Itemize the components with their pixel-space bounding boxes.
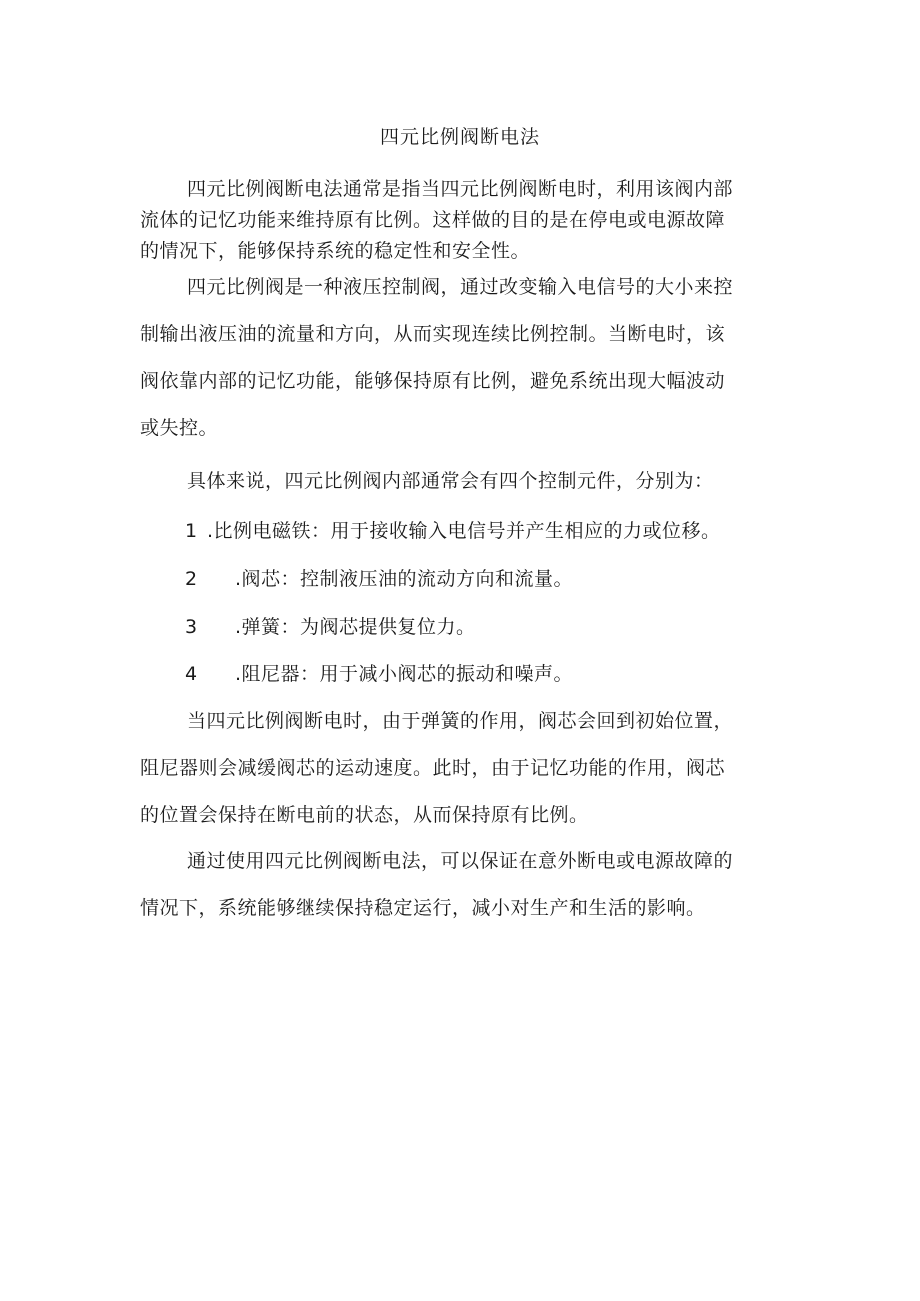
document-title: 四元比例阀断电法: [379, 126, 540, 148]
list-number: 1: [185, 520, 198, 542]
paragraph-conclusion: [140, 838, 785, 932]
paragraph-line: 具体来说，四元比例阀内部通常会有四个控制元件，分别为：: [187, 470, 714, 492]
paragraph-intro: [140, 174, 785, 267]
paragraph-definition: [140, 264, 785, 452]
list-number: 3: [185, 616, 198, 638]
list-item: [185, 661, 573, 687]
paragraph-line: 阀依靠内部的记忆功能，能够保持原有比例，避免系统出现大幅波动: [140, 370, 726, 392]
paragraph-line: 的位置会保持在断电前的状态，从而保持原有比例。: [140, 804, 589, 826]
list-text: .阀芯：控制液压油的流动方向和流量。: [235, 568, 574, 590]
paragraph-line: 当四元比例阀断电时，由于弹簧的作用，阀芯会回到初始位置，: [187, 710, 734, 732]
paragraph-line: 或失控。: [140, 417, 219, 439]
paragraph-line: 情况下，系统能够继续保持稳定运行，减小对生产和生活的影响。: [140, 897, 706, 919]
paragraph-line: 阻尼器则会减缓阀芯的运动速度。此时，由于记忆功能的作用，阀芯: [140, 757, 726, 779]
list-text: .阻尼器：用于减小阀芯的振动和噪声。: [235, 663, 574, 685]
list-number: 2: [185, 568, 198, 590]
paragraph-components-intro: [140, 458, 785, 505]
list-text: .比例电磁铁：用于接收输入电信号并产生相应的力或位移。: [207, 520, 721, 542]
list-text: .弹簧：为阀芯提供复位力。: [235, 616, 476, 638]
list-item: [185, 518, 721, 544]
paragraph-line: 流体的记忆功能来维持原有比例。这样做的目的是在停电或电源故障: [140, 209, 726, 231]
list-item: [185, 614, 476, 640]
paragraph-mechanism: [140, 698, 785, 839]
paragraph-line: 制输出液压油的流量和方向，从而实现连续比例控制。当断电时，该: [140, 323, 726, 345]
list-number: 4: [185, 663, 198, 685]
paragraph-line: 四元比例阀是一种液压控制阀，通过改变输入电信号的大小来控: [187, 276, 734, 298]
paragraph-line: 通过使用四元比例阀断电法，可以保证在意外断电或电源故障的: [187, 850, 734, 872]
paragraph-line: 的情况下，能够保持系统的稳定性和安全性。: [140, 240, 531, 262]
list-item: [185, 566, 573, 592]
paragraph-line: 四元比例阀断电法通常是指当四元比例阀断电时，利用该阀内部: [187, 178, 734, 200]
